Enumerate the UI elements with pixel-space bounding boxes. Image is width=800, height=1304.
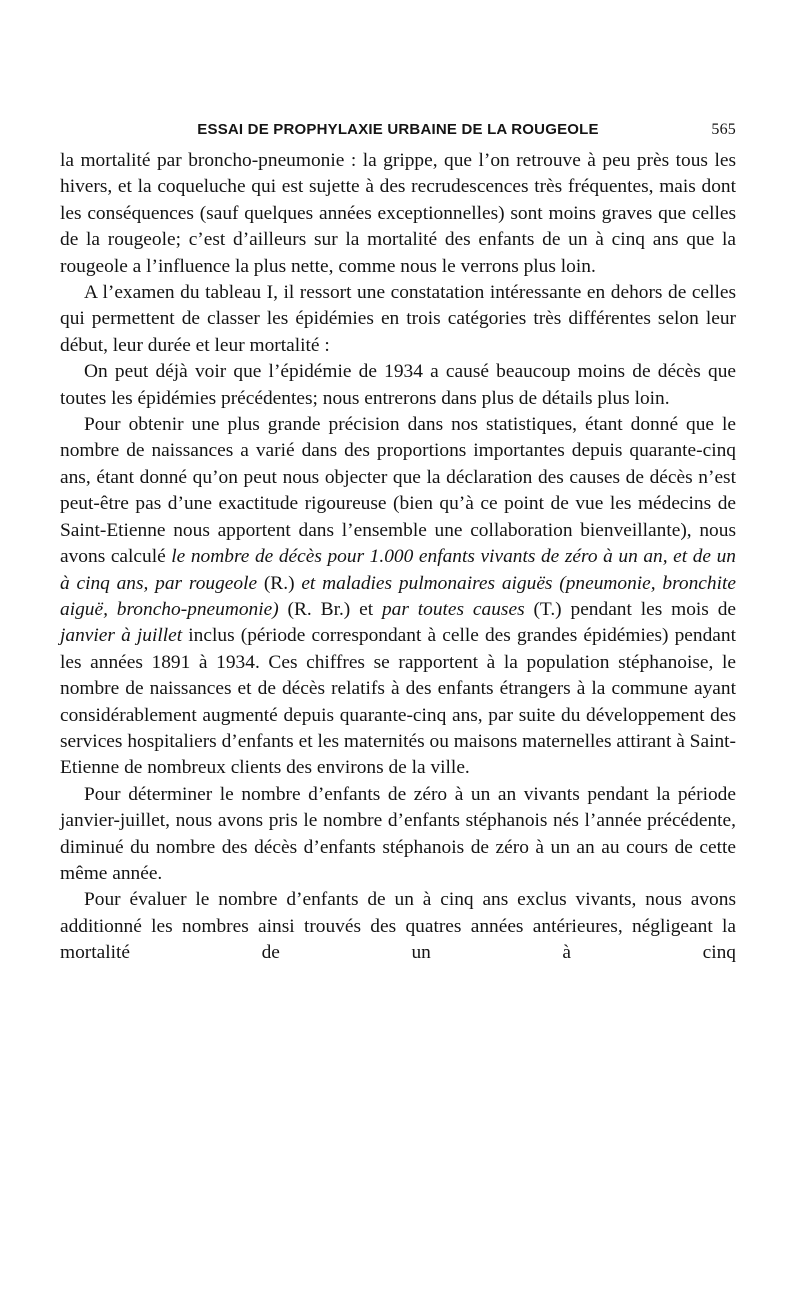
running-head	[60, 112, 736, 148]
document-page	[60, 112, 736, 967]
italic-phrase: janvier à juillet	[60, 625, 183, 647]
paragraph	[60, 887, 736, 966]
paragraph-text: (T.) pendant les mois de	[524, 598, 736, 620]
page-number: 565	[711, 121, 736, 138]
body-text	[60, 148, 736, 967]
paragraph-text: On peut déjà voir que l’épidémie de 1934 a causé beaucoup moins de décès que toutes les épidémies précédentes; nous entrerons dans plus de détails plus loin.	[60, 361, 736, 409]
running-title: ESSAI DE PROPHYLAXIE URBAINE DE LA ROUGEOLE	[197, 121, 599, 138]
italic-phrase: et maladies pulmonaires aiguës (pneumonie, bronchite aiguë, broncho-pneumonie)	[60, 572, 736, 620]
paragraph-text: (R. Br.) et	[278, 598, 382, 620]
paragraph	[60, 359, 736, 412]
paragraph-text: la mortalité par broncho-pneumonie : la grippe, que l’on retrouve à peu près tous les hivers, et la coqueluche qui est sujette à des recrudescences très fréquentes, mais dont les conséquences (sauf quelques années exceptionnelles) sont moins graves que celles de la rougeole; c’est d’ailleurs sur la mortalité des enfants de un à cinq ans que la rougeole a l’influence la plus nette, comme nous le verrons plus loin.	[60, 150, 736, 277]
paragraph-text: inclus (période correspondant à celle des grandes épidémies) pendant les années 1891 à 1934. Ces chiffres se rapportent à la population stéphanoise, le nombre de naissances et de décès relatifs à des enfants étrangers à la commune ayant considérablement augmenté depuis quarante-cinq ans, par suite du développement des services hospitaliers d’enfants et les maternités ou maisons maternelles attirant à Saint-Etienne de nombreux clients des environs de la ville.	[60, 625, 736, 779]
paragraph	[60, 148, 736, 280]
paragraph	[60, 782, 736, 888]
paragraph-text: Pour déterminer le nombre d’enfants de zéro à un an vivants pendant la période janvier-juillet, nous avons pris le nombre d’enfants stéphanois nés l’année précédente, diminué du nombre des décès d’enfants stéphanois de zéro à un an au cours de cette même année.	[60, 783, 736, 884]
paragraph-text: Pour obtenir une plus grande précision dans nos statistiques, étant donné que le nombre de naissances a varié dans des proportions importantes depuis quarante-cinq ans, étant donné qu’on peut nous objecter que la déclaration des causes de décès n’est peut-être pas d’une exactitude rigoureuse (bien qu’à ce point de vue les médecins de Saint-Etienne nous apportent dans l’ensemble une collaboration bienveillante), nous avons calculé	[60, 414, 736, 568]
italic-phrase: le nombre de décès pour 1.000 enfants vivants de zéro à un an, et de un à cinq ans, par rougeole	[60, 546, 736, 594]
paragraph-text: A l’examen du tableau I, il ressort une constatation intéressante en dehors de celles qui permettent de classer les épidémies en trois catégories très différentes selon leur début, leur durée et leur mortalité :	[60, 282, 736, 356]
paragraph	[60, 280, 736, 359]
paragraph	[60, 412, 736, 782]
paragraph-text: (R.)	[257, 572, 302, 594]
paragraph-text: Pour évaluer le nombre d’enfants de un à cinq ans exclus vivants, nous avons additionné les nombres ainsi trouvés des quatres années antérieures, négligeant la mortalité de un à cinq	[60, 889, 736, 964]
italic-phrase: par toutes causes	[381, 598, 525, 620]
